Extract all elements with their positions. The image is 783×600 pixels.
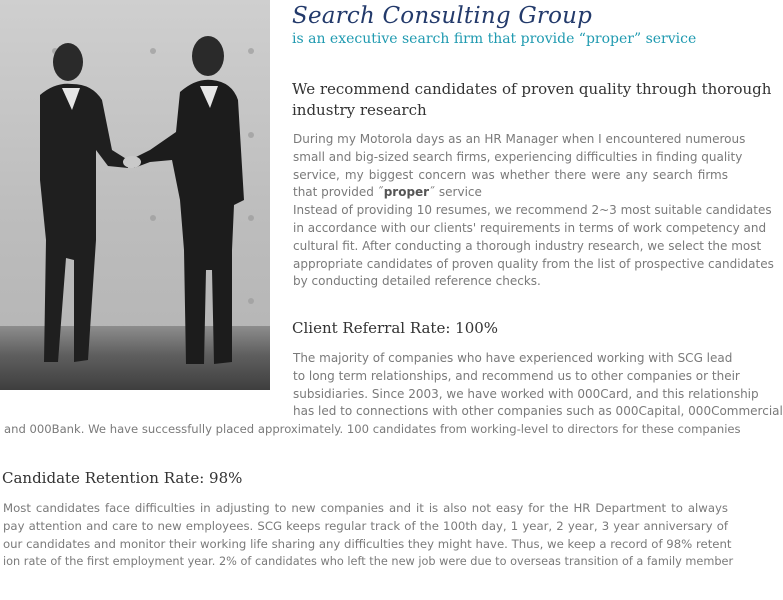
handshake-photo bbox=[0, 0, 270, 390]
text-line: our candidates and monitor their working life sharing any difficulties they might have. Thus, we keep a record of 98% retent bbox=[3, 536, 732, 551]
text-line: service, my biggest concern was whether there were any search firms bbox=[293, 167, 728, 182]
section3-paragraph bbox=[3, 500, 734, 571]
heading-line: industry research bbox=[292, 101, 427, 119]
section1-heading bbox=[292, 79, 772, 121]
proper-word: proper bbox=[383, 185, 430, 200]
text-line-proper bbox=[293, 184, 728, 202]
text-line: has led to connections with other companies such as 000Capital, 000Commercial bbox=[293, 404, 783, 419]
text-line: Most candidates face difficulties in adjusting to new companies and it is also not easy for the HR Department to always bbox=[3, 501, 728, 515]
section2-paragraph bbox=[293, 350, 783, 421]
brand-title: Search Consulting Group bbox=[292, 3, 593, 29]
text-line: subsidiaries. Since 2003, we have worked with 000Card, and this relationship bbox=[293, 386, 759, 401]
text-line: ion rate of the first employment year. 2% of candidates who left the new job were due to overseas transition of a family member bbox=[3, 555, 734, 569]
text-line: to long term relationships, and recommend us to other companies or their bbox=[293, 368, 740, 383]
text-line: pay attention and care to new employees. SCG keeps regular track of the 100th day, 1 year, 2 year, 3 year anniversary of bbox=[3, 518, 728, 533]
text-line: During my Motorola days as an HR Manager when I encountered numerous bbox=[293, 132, 746, 146]
text-line: Instead of providing 10 resumes, we recommend 2~3 most suitable candidates bbox=[293, 203, 772, 218]
text-line: cultural fit. After conducting a thorough industry research, we select the most bbox=[293, 238, 762, 253]
text-line: small and big-sized search firms, experiencing difficulties in finding quality bbox=[293, 149, 743, 164]
header bbox=[292, 2, 728, 48]
section3-heading: Candidate Retention Rate: 98% bbox=[2, 469, 243, 487]
section1-paragraph bbox=[293, 131, 774, 291]
text-line: and 000Bank. We have successfully placed approximately. 100 candidates from working-level to directors for these companies bbox=[4, 422, 741, 436]
proper-prefix: that provided ˝ bbox=[293, 185, 384, 200]
section2-paragraph-tail bbox=[4, 421, 741, 439]
text-line: in accordance with our clients' requirements in terms of work competency and bbox=[293, 220, 767, 235]
tagline: is an executive search firm that provide “proper” service bbox=[292, 31, 697, 47]
text-line: The majority of companies who have experienced working with SCG lead bbox=[293, 351, 733, 365]
text-line: appropriate candidates of proven quality from the list of prospective candidates bbox=[293, 256, 774, 271]
section2-heading: Client Referral Rate: 100% bbox=[292, 319, 499, 337]
heading-line: We recommend candidates of proven quality through thorough bbox=[292, 80, 772, 98]
proper-suffix: ˝ service bbox=[429, 185, 482, 200]
businessmen-silhouettes bbox=[0, 0, 270, 390]
text-line: by conducting detailed reference checks. bbox=[293, 274, 541, 289]
